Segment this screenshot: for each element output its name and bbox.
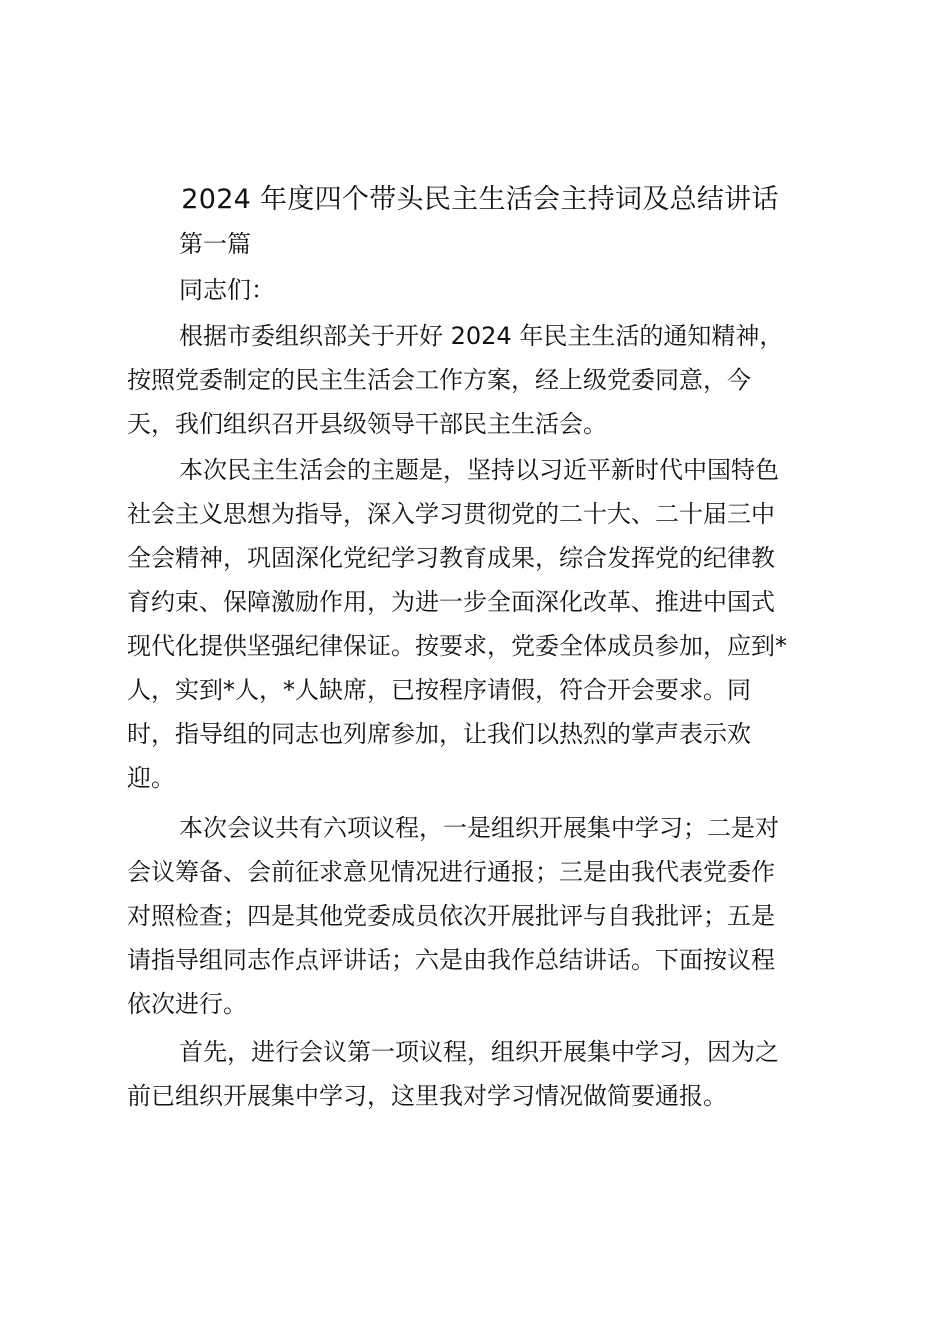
paragraph-4 — [127, 1030, 833, 1118]
document-title: 2024 年度四个带头民主生活会主持词及总结讲话 — [181, 184, 779, 215]
section-heading-text: 第一篇 — [179, 230, 251, 258]
paragraph-1 — [127, 314, 833, 446]
paragraph-line: 全会精神，巩固深化党纪学习教育成果，综合发挥党的纪律教 — [127, 544, 775, 572]
paragraph-line: 根据市委组织部关于开好 2024 年民主生活的通知精神， — [179, 322, 784, 350]
paragraph-line: 人，实到*人，*人缺席，已按程序请假，符合开会要求。同 — [127, 676, 751, 704]
paragraph-line: 请指导组同志作点评讲话；六是由我作总结讲话。下面按议程 — [127, 946, 775, 974]
paragraph-line: 社会主义思想为指导，深入学习贯彻党的二十大、二十届三中 — [127, 500, 775, 528]
paragraph-line: 时，指导组的同志也列席参加，让我们以热烈的掌声表示欢 — [127, 720, 751, 748]
paragraph-2 — [127, 448, 833, 844]
paragraph-line: 本次民主生活会的主题是，坚持以习近平新时代中国特色 — [179, 456, 779, 484]
paragraph-line: 本次会议共有六项议程，一是组织开展集中学习；二是对 — [179, 814, 779, 842]
paragraph-line: 对照检查；四是其他党委成员依次开展批评与自我批评；五是 — [127, 902, 775, 930]
paragraph-line: 依次进行。 — [127, 990, 247, 1018]
salutation — [127, 268, 833, 312]
section-heading — [127, 222, 833, 266]
paragraph-line: 前已组织开展集中学习，这里我对学习情况做简要通报。 — [127, 1082, 727, 1110]
paragraph-line: 首先，进行会议第一项议程，组织开展集中学习，因为之 — [179, 1038, 779, 1066]
paragraph-line: 现代化提供坚强纪律保证。按要求，党委全体成员参加，应到* — [127, 632, 787, 660]
paragraph-3 — [127, 806, 833, 1026]
paragraph-line: 迎。 — [127, 764, 175, 792]
paragraph-line: 会议筹备、会前征求意见情况进行通报；三是由我代表党委作 — [127, 858, 775, 886]
paragraph-line: 天，我们组织召开县级领导干部民主生活会。 — [127, 410, 607, 438]
salutation-text: 同志们： — [179, 276, 275, 304]
paragraph-line: 育约束、保障激励作用，为进一步全面深化改革、推进中国式 — [127, 588, 775, 616]
paragraph-line: 按照党委制定的民主生活会工作方案，经上级党委同意，今 — [127, 366, 751, 394]
